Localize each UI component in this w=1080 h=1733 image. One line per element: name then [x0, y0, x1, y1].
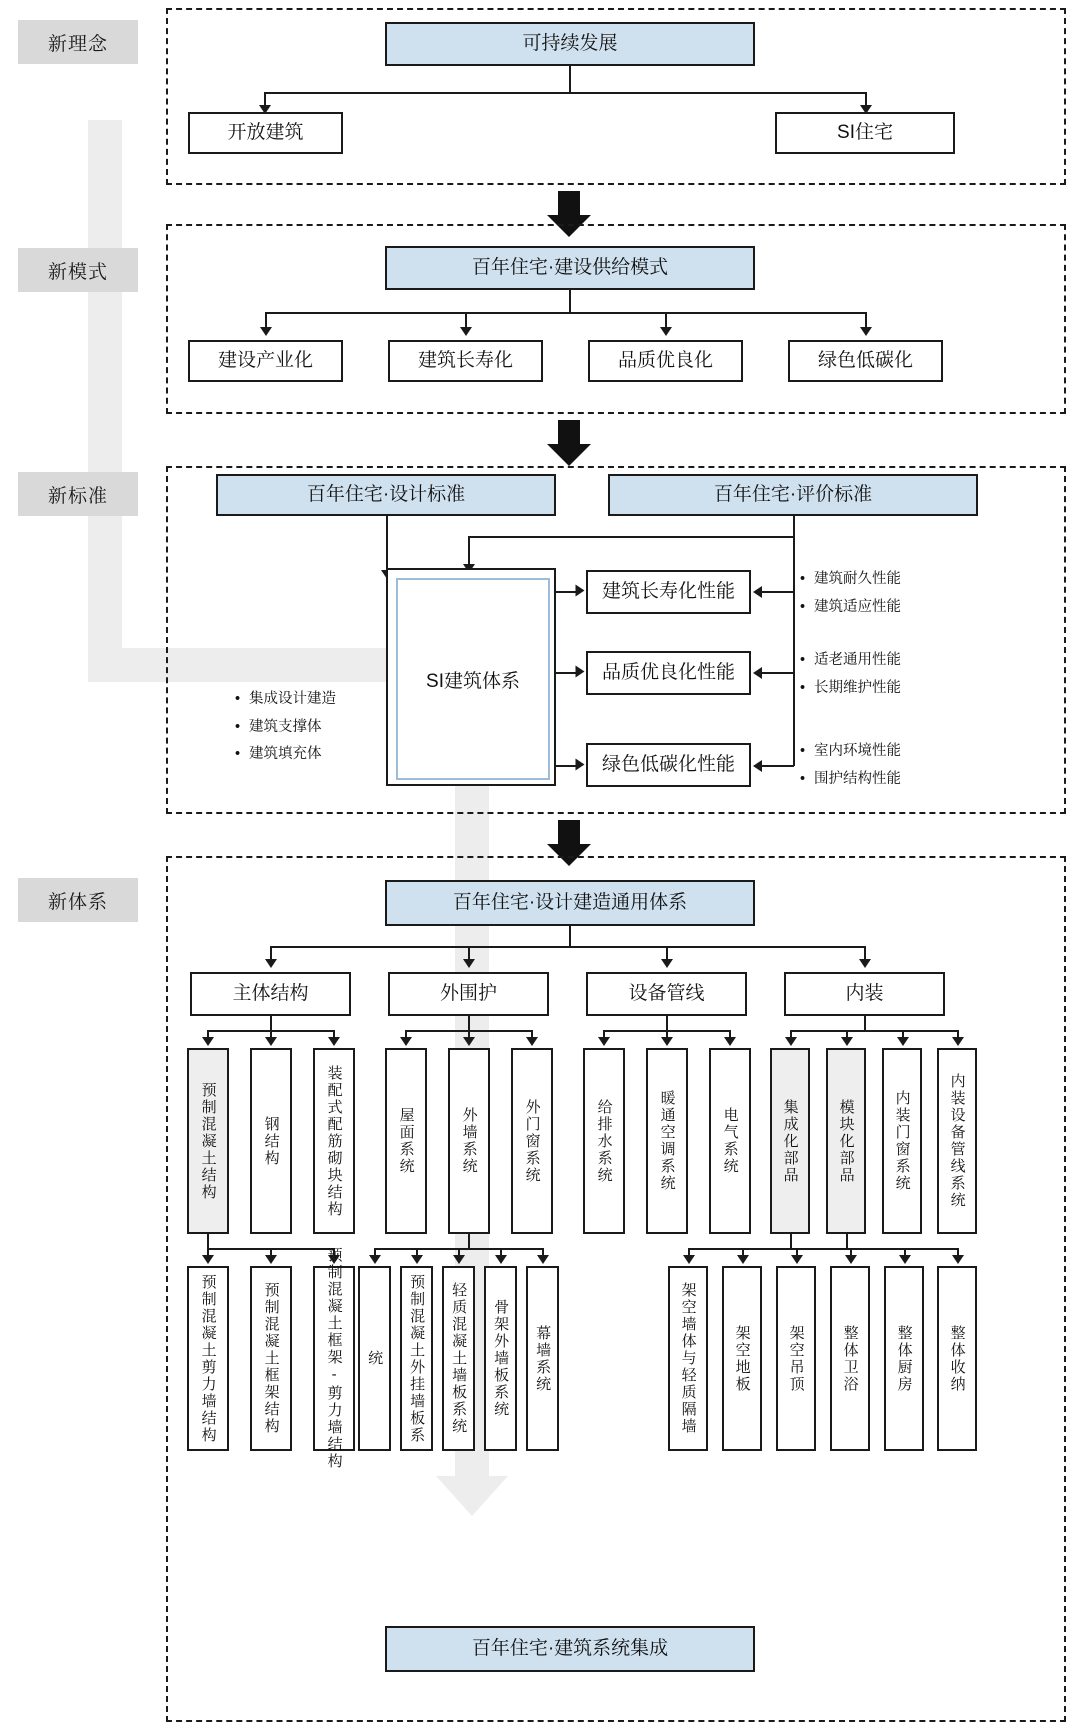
- arrow-icon: [737, 1255, 749, 1264]
- system-leaf-label: 架空墙体与轻质隔墙: [679, 1282, 697, 1435]
- system-sub-box: [770, 1048, 810, 1234]
- system-group-box-4: [784, 972, 945, 1016]
- stage-chip-concept: [18, 20, 138, 64]
- connector: [762, 672, 794, 674]
- system-sub-label: 屋面系统: [397, 1107, 415, 1175]
- mode-child-label: 建筑长寿化: [417, 350, 513, 372]
- bullet-text: 长期维护性能: [814, 679, 901, 696]
- connector: [468, 1234, 470, 1248]
- mode-root-label: 百年住宅·建设供给模式: [471, 257, 669, 279]
- arrow-icon: [952, 1255, 964, 1264]
- mode-child-label: 品质优良化: [617, 350, 713, 372]
- arrow-icon: [845, 1255, 857, 1264]
- stage-chip-standard: [18, 472, 138, 516]
- system-group-box-1: [190, 972, 351, 1016]
- mode-child-box-4: [788, 340, 943, 382]
- system-leaf-label: 架空地板: [733, 1324, 751, 1393]
- connector: [207, 1234, 209, 1248]
- performance-label: 品质优良化性能: [601, 662, 735, 684]
- arrow-icon: [598, 1037, 610, 1046]
- performance-bullets-2: • 适老通用性能 • 长期维护性能: [800, 652, 901, 696]
- concept-child-box-2: [775, 112, 955, 154]
- stage-chip-label: 新标准: [47, 485, 108, 507]
- arrow-icon: [899, 1255, 911, 1264]
- system-sub-label: 内装门窗系统: [893, 1090, 911, 1192]
- system-sub-box: [187, 1048, 229, 1234]
- stage-chip-mode: [18, 248, 138, 292]
- si-system-outer-box: [386, 568, 556, 786]
- arrow-icon: [537, 1255, 549, 1264]
- arrow-icon: [576, 585, 585, 597]
- connector: [762, 765, 794, 767]
- connector: [762, 591, 794, 593]
- bullet-text: 围护结构性能: [814, 770, 901, 787]
- bullet-text: 集成设计建造: [249, 691, 336, 707]
- performance-label: 绿色低碳化性能: [601, 754, 735, 776]
- system-leaf-label: 骨架外墙板系统: [492, 1299, 510, 1418]
- system-group-box-3: [586, 972, 747, 1016]
- system-leaf-box: [250, 1266, 292, 1451]
- arrow-icon: [328, 1037, 340, 1046]
- arrow-icon: [785, 1037, 797, 1046]
- mode-root-box: [385, 246, 755, 290]
- arrow-icon: [859, 959, 871, 968]
- system-group-label: 设备管线: [628, 983, 705, 1005]
- connector: [569, 926, 571, 946]
- system-leaf-box: [526, 1266, 559, 1451]
- system-leaf-label: 幕墙系统: [534, 1324, 552, 1393]
- arrow-icon: [576, 666, 585, 678]
- connector: [688, 1248, 958, 1250]
- system-leaf-box: [442, 1266, 475, 1451]
- bullet-text: 建筑适应性能: [814, 598, 901, 615]
- stage-chip-label: 新理念: [47, 33, 108, 55]
- system-leaf-box: [668, 1266, 708, 1451]
- arrow-icon: [400, 1037, 412, 1046]
- connector: [790, 1030, 958, 1032]
- system-sub-label: 外门窗系统: [523, 1098, 541, 1184]
- system-sub-box: [709, 1048, 751, 1234]
- system-leaf-box: [484, 1266, 517, 1451]
- arrow-icon: [724, 1037, 736, 1046]
- system-sub-box: [646, 1048, 688, 1234]
- connector: [468, 1016, 470, 1030]
- system-sub-label: 给排水系统: [595, 1098, 613, 1184]
- connector: [864, 1016, 866, 1030]
- arrow-icon: [460, 327, 472, 336]
- mode-child-label: 建设产业化: [217, 350, 313, 372]
- arrow-icon: [411, 1255, 423, 1264]
- arrow-icon: [952, 1037, 964, 1046]
- performance-bullets-3: • 室内环境性能 • 围护结构性能: [800, 743, 901, 787]
- system-sub-label: 集成化部品: [781, 1098, 799, 1184]
- performance-bullets-1: • 建筑耐久性能 • 建筑适应性能: [800, 571, 901, 615]
- connector: [569, 66, 571, 92]
- system-sub-label: 钢结构: [262, 1115, 280, 1167]
- arrow-icon: [860, 327, 872, 336]
- concept-root-label: 可持续发展: [522, 33, 618, 55]
- connector: [666, 1016, 668, 1030]
- system-leaf-label: 整体卫浴: [841, 1324, 859, 1393]
- arrow-icon: [576, 759, 585, 771]
- system-group-label: 外围护: [439, 983, 497, 1005]
- concept-root-box: [385, 22, 755, 66]
- system-leaf-box: [187, 1266, 229, 1451]
- standard-design-label: 百年住宅·设计标准: [306, 484, 466, 506]
- stage-transition-arrow-2: [547, 420, 591, 466]
- system-sub-box: [313, 1048, 355, 1234]
- standard-evaluation-box: [608, 474, 978, 516]
- connector: [386, 516, 388, 574]
- si-system-label: SI建筑体系: [426, 670, 520, 692]
- system-leaf-box: [722, 1266, 762, 1451]
- system-leaf-label: 架空吊顶: [787, 1324, 805, 1393]
- system-group-box-2: [388, 972, 549, 1016]
- system-sub-label: 模块化部品: [837, 1098, 855, 1184]
- system-leaf-box: [400, 1266, 433, 1451]
- arrow-icon: [265, 959, 277, 968]
- arrow-icon: [753, 760, 762, 772]
- arrow-icon: [265, 1255, 277, 1264]
- mode-child-box-1: [188, 340, 343, 382]
- connector: [846, 1234, 848, 1248]
- arrow-icon: [791, 1255, 803, 1264]
- performance-label: 建筑长寿化性能: [601, 581, 735, 603]
- si-system-bullets: • 集成设计建造 • 建筑支撑体 • 建筑填充体: [235, 691, 336, 763]
- arrow-icon: [661, 959, 673, 968]
- system-group-label: 内装: [845, 983, 884, 1005]
- system-footer-label: 百年住宅·建筑系统集成: [471, 1638, 669, 1660]
- system-leaf-label: 整体厨房: [895, 1324, 913, 1393]
- system-sub-box: [583, 1048, 625, 1234]
- system-sub-box: [511, 1048, 553, 1234]
- arrow-icon: [753, 667, 762, 679]
- connector: [264, 92, 866, 94]
- system-footer-box: [385, 1626, 755, 1672]
- system-leaf-box: [313, 1247, 355, 1470]
- arrow-icon: [897, 1037, 909, 1046]
- connector: [569, 290, 571, 312]
- system-leaf-box: [830, 1266, 870, 1451]
- system-sub-label: 装配式配筋砌块结构: [325, 1064, 343, 1218]
- system-sub-box: [385, 1048, 427, 1234]
- bullet-text: 建筑填充体: [249, 746, 322, 763]
- system-root-box: [385, 880, 755, 926]
- system-leaf-label: 预制混凝土框架结构: [262, 1282, 280, 1435]
- system-leaf-label: 预制混凝土外挂墙板系: [408, 1273, 426, 1444]
- system-group-label: 主体结构: [232, 983, 309, 1005]
- system-leaf-box: [937, 1266, 977, 1451]
- concept-child-box-1: [188, 112, 343, 154]
- system-sub-box: [826, 1048, 866, 1234]
- background-arrow-band: [88, 120, 122, 650]
- system-leaf-box: [358, 1266, 391, 1451]
- arrow-icon: [526, 1037, 538, 1046]
- system-leaf-label: 预制混凝土剪力墙结构: [199, 1273, 217, 1444]
- performance-box-2: [586, 651, 751, 695]
- system-leaf-label: 统: [366, 1350, 384, 1367]
- bullet-text: 建筑耐久性能: [814, 571, 901, 587]
- connector: [793, 536, 795, 766]
- connector: [265, 312, 865, 314]
- system-sub-label: 电气系统: [721, 1107, 739, 1175]
- system-sub-label: 暖通空调系统: [658, 1090, 676, 1192]
- arrow-icon: [495, 1255, 507, 1264]
- arrow-icon: [453, 1255, 465, 1264]
- arrow-icon: [683, 1255, 695, 1264]
- system-leaf-label: 整体收纳: [948, 1324, 966, 1393]
- mode-child-label: 绿色低碳化: [817, 350, 913, 372]
- arrow-icon: [260, 327, 272, 336]
- connector: [270, 1016, 272, 1030]
- concept-child-label: SI住宅: [837, 122, 893, 144]
- system-leaf-box: [776, 1266, 816, 1451]
- system-leaf-box: [884, 1266, 924, 1451]
- system-sub-box: [937, 1048, 977, 1234]
- bullet-text: 适老通用性能: [814, 652, 901, 668]
- standard-design-box: [216, 474, 556, 516]
- si-system-inner-box: [396, 578, 550, 780]
- system-sub-label: 预制混凝土结构: [199, 1081, 217, 1201]
- arrow-icon: [661, 1037, 673, 1046]
- bullet-text: 建筑支撑体: [249, 718, 322, 735]
- system-sub-box: [882, 1048, 922, 1234]
- performance-box-3: [586, 743, 751, 787]
- arrow-icon: [841, 1037, 853, 1046]
- arrow-icon: [753, 586, 762, 598]
- bullet-text: 室内环境性能: [814, 743, 901, 759]
- system-root-label: 百年住宅·设计建造通用体系: [452, 892, 688, 914]
- performance-box-1: [586, 570, 751, 614]
- system-sub-label: 内装设备管线系统: [948, 1073, 966, 1209]
- arrow-icon: [463, 959, 475, 968]
- system-sub-box: [250, 1048, 292, 1234]
- stage-chip-system: [18, 878, 138, 922]
- connector: [468, 536, 794, 538]
- stage-chip-label: 新体系: [47, 891, 108, 913]
- arrow-icon: [265, 1037, 277, 1046]
- standard-evaluation-label: 百年住宅·评价标准: [713, 484, 873, 506]
- system-sub-box: [448, 1048, 490, 1234]
- concept-child-label: 开放建筑: [227, 122, 304, 144]
- arrow-icon: [660, 327, 672, 336]
- mode-child-box-3: [588, 340, 743, 382]
- system-leaf-label: 轻质混凝土墙板系统: [450, 1282, 468, 1435]
- arrow-icon: [463, 1037, 475, 1046]
- connector: [790, 1234, 792, 1248]
- arrow-icon: [369, 1255, 381, 1264]
- system-leaf-label: 预制混凝土框架-剪力墙结构: [325, 1247, 343, 1470]
- mode-child-box-2: [388, 340, 543, 382]
- system-sub-label: 外墙系统: [460, 1107, 478, 1175]
- connector: [793, 516, 795, 536]
- stage-chip-label: 新模式: [47, 261, 108, 283]
- arrow-icon: [202, 1037, 214, 1046]
- arrow-icon: [202, 1255, 214, 1264]
- connector: [270, 946, 866, 948]
